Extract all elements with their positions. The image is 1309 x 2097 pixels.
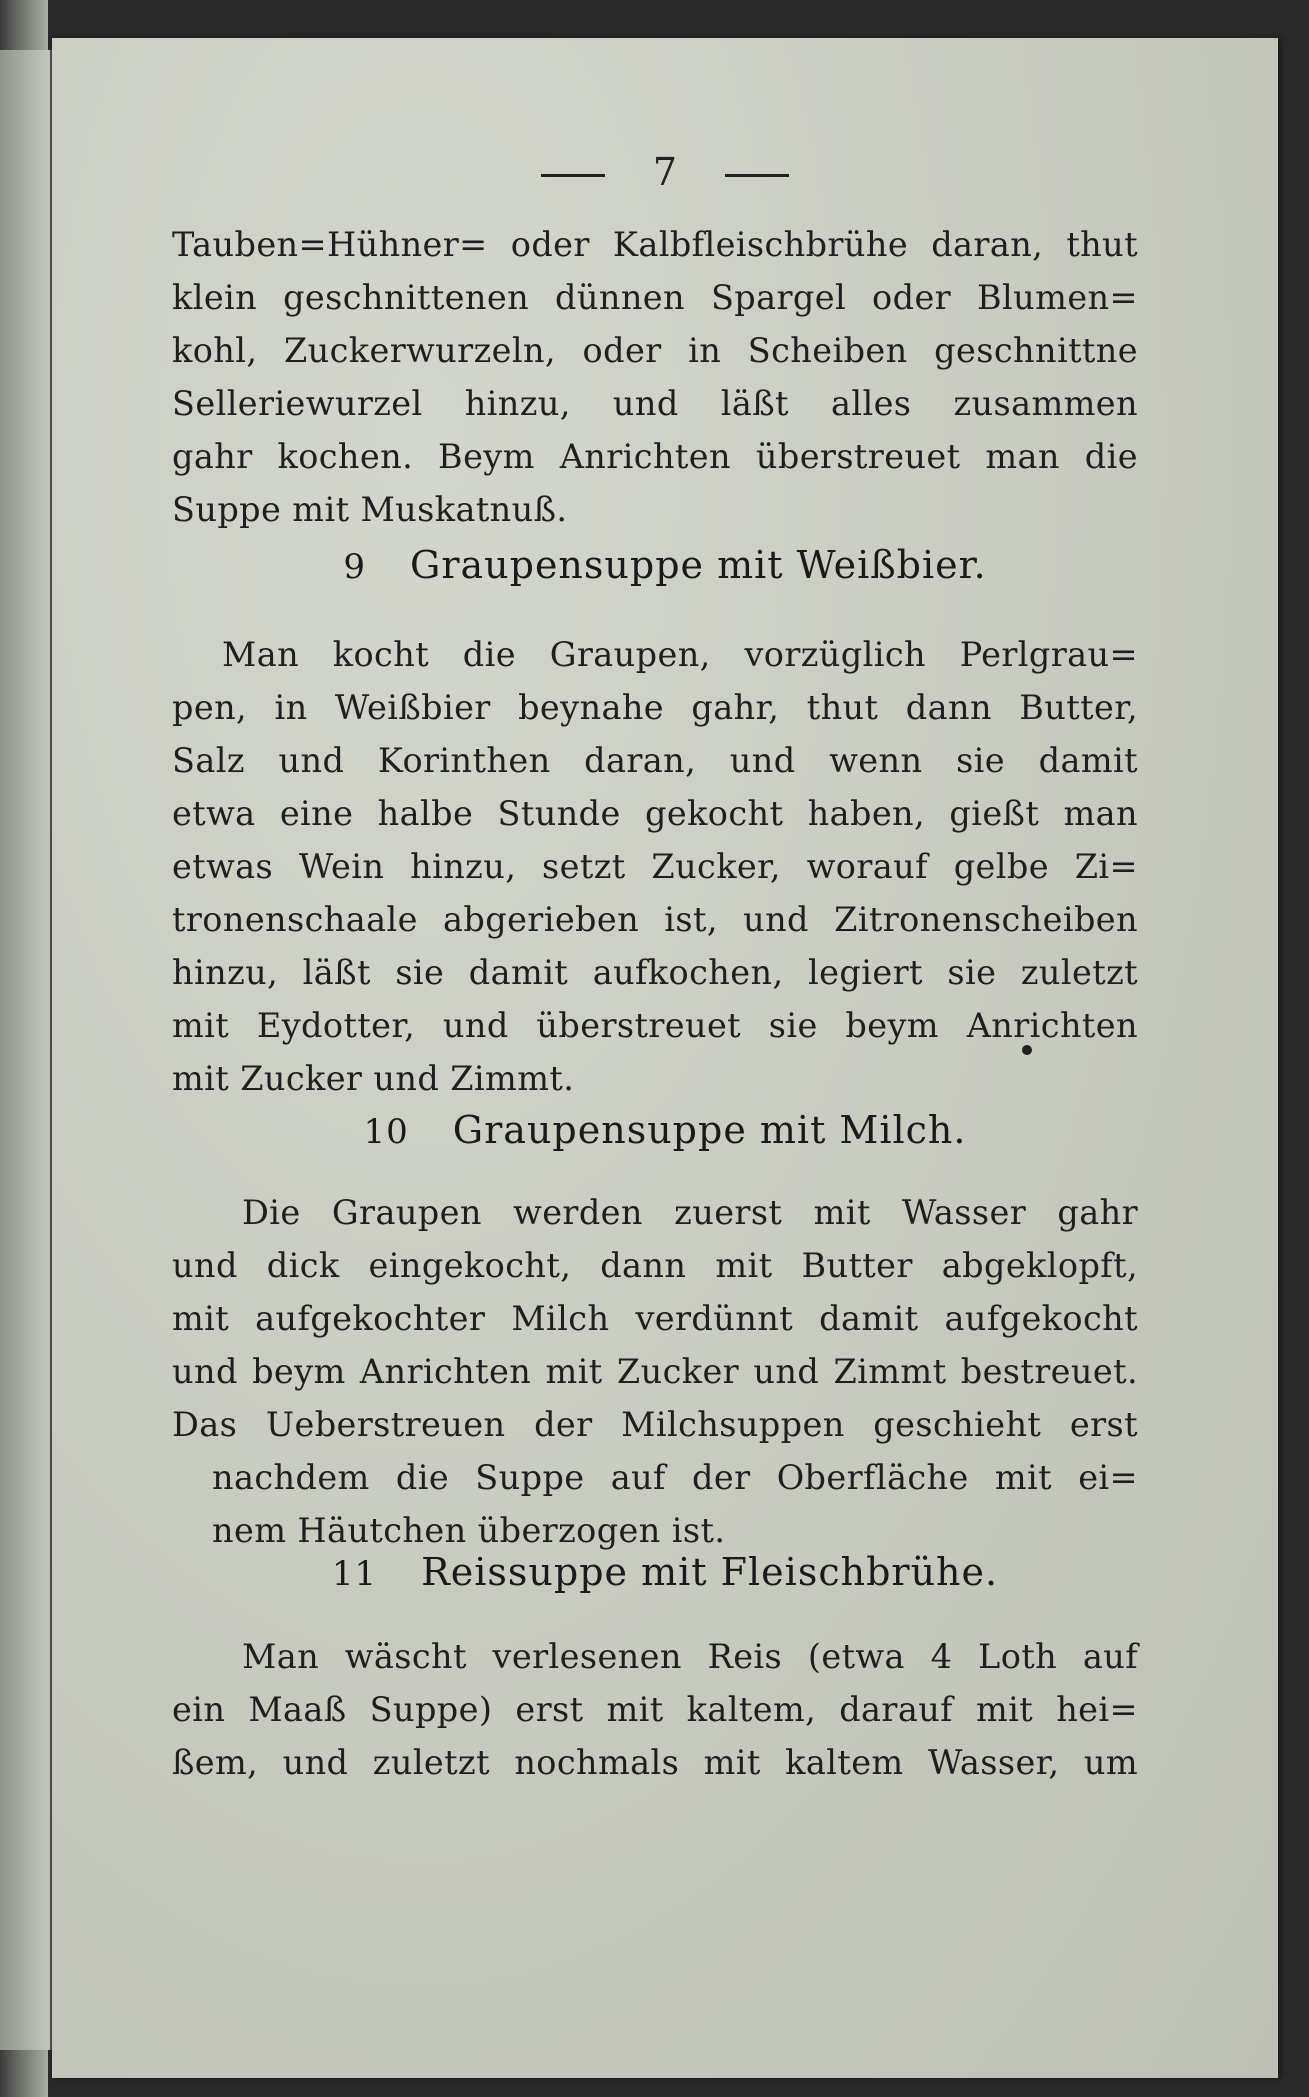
text-line: mit Eydotter, und überstreuet sie beym Anrichten [172,1006,1138,1045]
text-line: Selleriewurzel hinzu, und läßt alles zusammen [172,384,1138,423]
book-page [52,38,1278,2078]
text-line: Tauben=Hühner= oder Kalbfleischbrühe daran, thut [172,225,1138,264]
page-number: 7 [52,150,1278,194]
section-body-9 [172,628,1138,1105]
text-line: kohl, Zuckerwurzeln, oder in Scheiben geschnittne [172,331,1138,370]
text-line: etwas Wein hinzu, setzt Zucker, worauf gelbe Zi= [172,847,1138,886]
section-title: Reissuppe mit Fleischbrühe. [421,1550,999,1594]
text-line: tronenschaale abgerieben ist, und Zitronenscheiben [172,900,1138,939]
text-line: pen, in Weißbier beynahe gahr, thut dann Butter, [172,688,1138,727]
text-line: ein Maaß Suppe) erst mit kaltem, darauf mit hei= [172,1690,1138,1729]
section-body-10 [172,1186,1138,1557]
text-line: nem Häutchen überzogen ist. [212,1511,726,1550]
text-line: gahr kochen. Beym Anrichten überstreuet man die [172,437,1138,476]
section-title: Graupensuppe mit Weißbier. [409,543,987,587]
previous-page-edge [0,50,52,2050]
section-heading-10 [52,1108,1278,1152]
section-heading-9 [52,543,1278,587]
text-line: und beym Anrichten mit Zucker und Zimmt bestreuet. [172,1352,1138,1391]
text-line: Man kocht die Graupen, vorzüglich Perlgrau= [222,635,1138,674]
section-number: 9 [343,547,366,587]
section-number: 10 [363,1112,409,1152]
text-line: Salz und Korinthen daran, und wenn sie damit [172,741,1138,780]
intro-paragraph [172,218,1138,536]
text-line: mit aufgekochter Milch verdünnt damit aufgekocht [172,1299,1138,1338]
text-line: nachdem die Suppe auf der Oberfläche mit ei= [212,1458,1138,1497]
text-line: hinzu, läßt sie damit aufkochen, legiert sie zuletzt [172,953,1138,992]
text-line: etwa eine halbe Stunde gekocht haben, gießt man [172,794,1138,833]
text-line: mit Zucker und Zimmt. [172,1059,575,1098]
text-line: Das Ueberstreuen der Milchsuppen geschieht erst [172,1405,1138,1444]
section-body-11 [172,1630,1138,1789]
section-number: 11 [331,1554,378,1594]
ink-dot [1022,1045,1032,1055]
text-line: Suppe mit Muskatnuß. [172,490,568,529]
section-heading-11 [52,1550,1278,1594]
page-number-dash-left [541,174,605,177]
text-line: klein geschnittenen dünnen Spargel oder Blumen= [172,278,1138,317]
page-number-dash-right [725,174,789,177]
text-line: Man wäscht verlesenen Reis (etwa 4 Loth auf [242,1637,1138,1676]
text-line: und dick eingekocht, dann mit Butter abgeklopft, [172,1246,1138,1285]
section-title: Graupensuppe mit Milch. [452,1108,967,1152]
text-line: ßem, und zuletzt nochmals mit kaltem Wasser, um [172,1743,1138,1782]
text-line: Die Graupen werden zuerst mit Wasser gahr [242,1193,1138,1232]
